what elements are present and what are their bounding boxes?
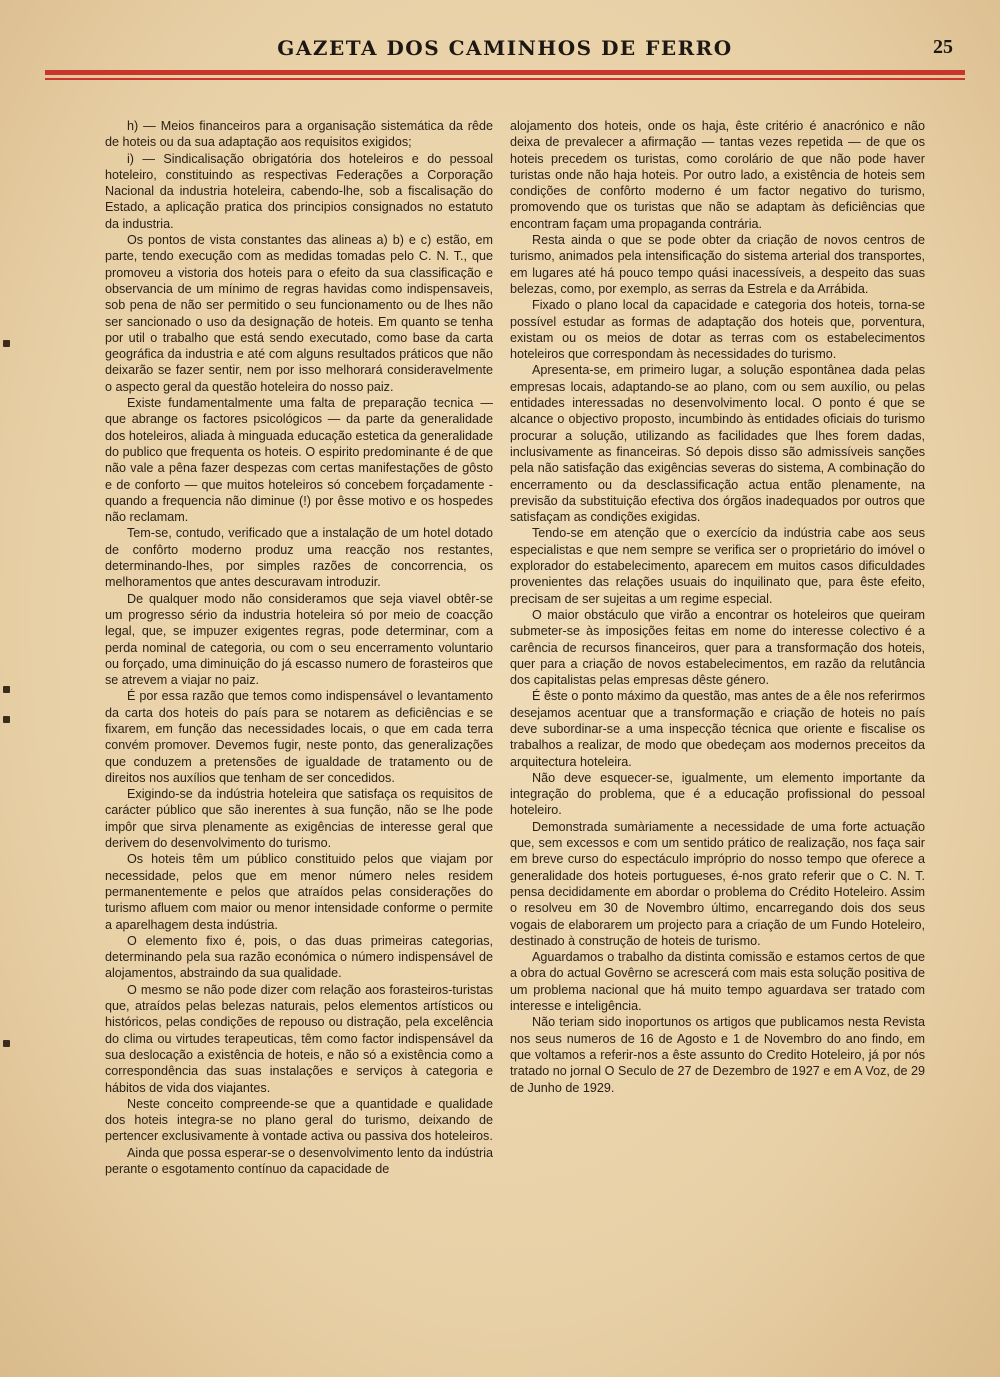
paragraph: Demonstrada sumàriamente a necessidade de uma forte actuação que, sem excessos e com um sentido prático de realização, nos faça sair em breve curso do espectáculo impróprio do nosso tempo que oferece a generalidade dos hoteis portugueses, é-nos grato referir que o C. N. T. pensa decididamente em abordar o problema do Crédito Hoteleiro. Assim o resolveu em 30 de Novembro último, encarregando dois dos seus vogais de elaborarem um projecto para a criação de um Fundo Hoteleiro, destinado à construção de hoteis de turismo. — [510, 819, 925, 948]
paragraph: h) — Meios financeiros para a organisação sistemática da rêde de hoteis ou da sua adaptação aos requisitos exigidos; — [105, 119, 493, 150]
paragraph: O mesmo se não pode dizer com relação aos forasteiros-turistas que, atraídos pelas belezas naturais, pelos elementos artísticos ou históricos, pelas condições de repouso ou distração, pela excelência do clima ou virtudes terapeuticas, têm como factor indispensável da sua deslocação a existência de hoteis, e não só a existência como a correspondência das suas instalações e serviços à categoria e hábitos de vida dos viajantes. — [105, 982, 493, 1095]
binding-hole-mark — [3, 716, 10, 723]
header-rule-thick — [45, 70, 965, 75]
paragraph: alojamento dos hoteis, onde os haja, êste critério é anacrónico e não deixa de prevalecer a afirmação — tantas vezes repetida — de que os hoteis precedem os turistas, como corolário de que não pode haver turistas onde não haja hoteis. Por outro lado, a existência de hoteis sem condições de confôrto moderno é um factor negativo do turismo, promovendo que os turistas que não se adaptam às deficiências que encontram façam uma propaganda contrária. — [510, 119, 925, 231]
paragraph: Não deve esquecer-se, igualmente, um elemento importante da integração do problema, que é a educação profissional do pessoal hoteleiro. — [510, 770, 925, 818]
binding-hole-mark — [3, 340, 10, 347]
page-header — [45, 30, 965, 80]
paragraph: Tendo-se em atenção que o exercício da indústria cabe aos seus especialistas e que nem sempre se verifica ser o proprietário do imóvel o explorador do estabelecimento, aparecem em muitos casos dificuldades provenientes das relações usuais do inquilinato que, para êste efeito, precisam de ser sujeitas a um regime especial. — [510, 526, 925, 606]
header-rule-thin — [45, 78, 965, 80]
paragraph: Exigindo-se da indústria hoteleira que satisfaça os requisitos de carácter público que são inerentes à sua função, não se lhe pode impôr que sirva plenamente as exigências de interesse geral que derivem do desenvolvimento do turismo. — [105, 787, 493, 851]
paragraph: Os hoteis têm um público constituido pelos que viajam por necessidade, pelos que em menor número neles residem permanentemente e pelos que atraídos pelas considerações do turismo afluem com maior ou menor intensidade conforme o permite a aparelhagem desta indústria. — [105, 852, 493, 932]
paragraph: Tem-se, contudo, verificado que a instalação de um hotel dotado de confôrto moderno produz uma reacção nos restantes, determinando-lhes, por simples razões de concorrencia, os melhoramentos que antes descuravam introduzir. — [105, 526, 493, 590]
paragraph: Apresenta-se, em primeiro lugar, a solução espontânea dada pelas empresas locais, adaptando-se ao plano, com ou sem auxílio, ou pelas entidades interessadas no desenvolvimento local. O ponto é que se alcance o objectivo proposto, incumbindo às entidades oficiais do turismo procurar a solução, utilizando as facilidades que lhes forem dadas, inclusivamente as financeiras. Só depois disso são admissíveis sanções pela não satisfação das exigências severas do sistema, A combinação do encerramento ou da desclassificação actua então plenamente, na previsão da substituição efectiva dos órgãos inadequados por outros que satisfaçam as condições exigidas. — [510, 363, 925, 525]
running-title: GAZETA DOS CAMINHOS DE FERRO — [277, 36, 733, 60]
paragraph: O elemento fixo é, pois, o das duas primeiras categorias, determinando pela sua razão económica o número indispensável de alojamentos, abstraindo da sua qualidade. — [105, 933, 493, 981]
article-column-left — [105, 118, 493, 1177]
paragraph: De qualquer modo não consideramos que seja viavel obtêr-se um progresso sério da industria hoteleira só por meio de coacção legal, que, se impuzer exigentes regras, pode determinar, com a perda nominal de categoria, ou com o seu encerramento voluntario ou forçado, uma diminuição do já escasso numero de forasteiros que se atrevem a viajar no paiz. — [105, 591, 493, 688]
paragraph: É por essa razão que temos como indispensável o levantamento da carta dos hoteis do país para se notarem as deficiências e se fixarem, em função das necessidades locais, o que em cada terra convém promover. Devemos fugir, neste ponto, das generalizações que conduzem a pretensões de igualdade de tratamento ou de direitos nos auxílios que tenham de ser concedidos. — [105, 689, 493, 785]
paragraph: Fixado o plano local da capacidade e categoria dos hoteis, torna-se possível estudar as formas de adaptação dos hoteis que, porventura, existam ou os meios de dotar as terras com os estabelecimentos hoteleiros que correspondam às necessidades do turismo. — [510, 298, 925, 362]
paragraph: O maior obstáculo que virão a encontrar os hoteleiros que queiram submeter-se às imposições feitas em nome do interesse colectivo é a carência de recursos financeiros, quer para a transformação dos hoteis, quer para a criação de novos estabelecimentos, em razão da relutância dos capitalistas pelas empresas dêste género. — [510, 607, 925, 688]
paragraph: Resta ainda o que se pode obter da criação de novos centros de turismo, animados pela intensificação do sistema arterial dos transportes, em lugares até há pouco tempo quási inacessíveis, a despeito das suas belezas, como, por exemplo, as serras da Estrela e da Arrábida. — [510, 233, 925, 296]
paragraph: Ainda que possa esperar-se o desenvolvimento lento da indústria perante o esgotamento contínuo da capacidade de — [105, 1145, 493, 1176]
binding-hole-mark — [3, 686, 10, 693]
binding-hole-mark — [3, 1040, 10, 1047]
paragraph: Neste conceito compreende-se que a quantidade e qualidade dos hoteis integra-se no plano geral do turismo, deixando de pertencer exclusivamente à vontade activa ou passiva dos hoteleiros. — [105, 1096, 493, 1144]
paragraph: É êste o ponto máximo da questão, mas antes de a êle nos referirmos desejamos acentuar que a transformação e criação de hoteis no país deve subordinar-se a uma inspecção técnica que oriente e fiscalise os trabalhos a realizar, de modo que obedeçam aos modernos preceitos da arquitectura hoteleira. — [510, 689, 925, 769]
paragraph: Aguardamos o trabalho da distinta comissão e estamos certos de que a obra do actual Govêrno se acrescerá com mais esta solução positiva de um problema nacional que há muito tempo aguardava ser tratado com interesse e inteligência. — [510, 950, 925, 1014]
article-column-right — [510, 118, 925, 1096]
paragraph: Não teriam sido inoportunos os artigos que publicamos nesta Revista nos seus numeros de 16 de Agosto e 1 de Novembro do ano findo, em que voltamos a referir-nos a êste assunto do Credito Hoteleiro, já por nós tratado no jornal O Seculo de 27 de Dezembro de 1927 e em A Voz, de 29 de Junho de 1929. — [510, 1015, 925, 1095]
paragraph: Existe fundamentalmente uma falta de preparação tecnica — que abrange os factores psicológicos — da parte da generalidade dos hoteleiros, aliada à minguada educação estetica da generalidade do publico que frequenta os hoteis. O espirito predominante é de que não vale a pêna fazer despezas com certas manifestações de gôsto e de conforto — que muitos hoteleiros só concebem forçadamente - quando a frequencia não diminue (!) por êsse motivo e os hospedes não reclamam. — [105, 396, 493, 525]
paragraph: Os pontos de vista constantes das alineas a) b) e c) estão, em parte, tendo execução com as medidas tomadas pelo C. N. T., que promoveu a vistoria dos hoteis para o efeito da sua classificação e observancia de um mínimo de regras havidas como indispensaveis, sob pena de não ser permitido o seu funcionamento ou de lhes não ser sancionado o uso da designação de hoteis. Em quanto se tenha por util o trabalho que está sendo executado, como base da carta geográfica da industria e até com alguns resultados práticos que não deixarão se fazer sentir, nem por isso melhorará consideravelmente o aspecto geral da questão hoteleira do nosso paiz. — [105, 233, 493, 394]
paragraph: i) — Sindicalisação obrigatória dos hoteleiros e do pessoal hoteleiro, constituindo as respectivas Federações a Corporação Nacional da industria hoteleira, cabendo-lhe, sob a fiscalisação do Estado, a aplicação pratica dos principios consignados no estatuto da industria. — [105, 151, 493, 231]
page-number: 25 — [933, 36, 953, 58]
